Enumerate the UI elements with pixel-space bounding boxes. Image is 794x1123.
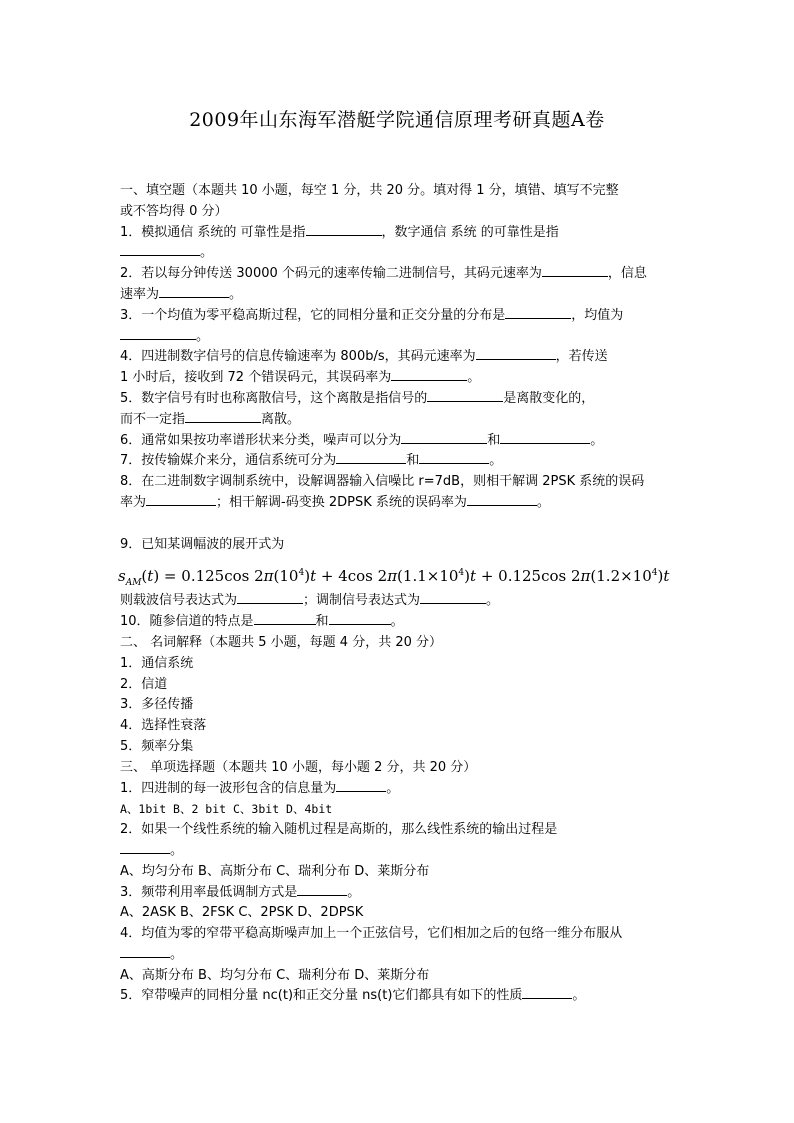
question-1: 1．模拟通信 系统的 可靠性是指 ，数字通信 系统 的可靠性是指 [120,224,559,240]
question-3: 3．一个均值为零平稳高斯过程，它的同相分量和正交分量的分布是 ，均值为 [120,307,624,323]
answer-blank [427,389,503,402]
answer-blank [146,493,216,506]
answer-blank [336,779,386,792]
answer-blank [505,306,571,319]
answer-blank [254,612,316,625]
question-7: 7．按传输媒介来分，通信系统可分为 和 。 [120,453,503,469]
answer-blank [120,841,170,854]
answer-blank [476,347,556,360]
answer-blank [329,612,391,625]
term-item: 5．频率分集 [120,738,194,754]
choice-question-3: 3．频带利用率最低调制方式是 。 [120,884,361,900]
question-3-cont: 。 [120,327,676,348]
section1-header: 一、填空题（本题共 10 小题，每空 1 分，共 20 分。填对得 1 分，填错、填写不完整 [120,183,619,198]
answer-blank [159,285,229,298]
section2-header: 二、 名词解释（本题共 5 小题，每题 4 分，共 20 分） [120,634,443,650]
choice-question-5: 5．窄带噪声的同相分量 nc(t)和正交分量 ns(t)它们都具有如下的性质 。 [120,988,586,1004]
question-1-cont: 。 [120,243,676,264]
choice-question-2: 2．如果一个线性系统的输入随机过程是高斯的，那么线性系统的输出过程是 [120,822,558,838]
term-item: 2．信道 [120,676,168,692]
page-title: 2009年山东海军潜艇学院通信原理考研真题A卷 [189,109,605,131]
question-4-cont: 1 小时后，接收到 72 个错误码元，其误码率为 。 [120,370,481,386]
answer-blank [237,591,303,604]
question-8: 8．在二进制数字调制系统中，设解调器输入信噪比 r=7dB，则相干解调 2PSK 系统的误码 [120,474,645,490]
question-9-cont: 则载波信号表达式为 ；调制信号表达式为 。 [120,593,500,609]
term-item: 4．选择性衰落 [120,718,207,734]
choice-options-2: A、均匀分布 B、高斯分布 C、瑞利分布 D、莱斯分布 [120,863,430,879]
question-5: 5．数字信号有时也称离散信号，这个离散是指信号的 是离散变化的， [120,390,595,406]
answer-blank [420,591,486,604]
answer-blank [306,223,382,236]
choice-question-1: 1．四进制的每一波形包含的信息量为 。 [120,780,400,796]
answer-blank [522,986,572,999]
answer-blank [500,431,590,444]
answer-blank [185,410,261,423]
answer-blank [297,883,347,896]
answer-blank [391,368,467,381]
choice-question-4: 4．均值为零的窄带平稳高斯噪声加上一个正弦信号，它们相加之后的包络一维分布服从 [120,926,623,942]
question-9: 9．已知某调幅波的展开式为 [120,536,285,552]
answer-blank [401,431,487,444]
answer-blank [336,451,406,464]
question-5-cont: 而不一定指 离散。 [120,411,301,427]
choice-options-3: A、2ASK B、2FSK C、2PSK D、2DPSK [120,905,364,921]
question-4: 4．四进制数字信号的信息传输速率为 800b/s，其码元速率为 ，若传送 [120,349,608,365]
question-2: 2．若以每分钟传送 30000 个码元的速率传输二进制信号，其码元速率为 ，信息 [120,266,647,282]
exam-content [120,181,676,1007]
choice-options-1: A、1bit B、2 bit C、3bit D、4bit [120,802,333,817]
choice-question-4-cont: 。 [120,945,676,966]
answer-blank [467,493,537,506]
section1-header-cont: 或不答均得 0 分） [120,203,228,219]
answer-blank [120,243,200,256]
am-wave-formula [118,555,676,591]
question-10: 10．随参信道的特点是 和 。 [120,614,404,630]
section3-header: 三、 单项选择题（本题共 10 小题，每小题 2 分，共 20 分） [120,759,477,775]
question-8-cont: 率为 ；相干解调-码变换 2DPSK 系统的误码率为 。 [120,494,550,510]
answer-blank [542,264,608,277]
answer-blank [419,451,489,464]
answer-blank [120,327,196,340]
answer-blank [120,945,170,958]
question-2-cont: 速率为 。 [120,286,243,302]
formula-rendered: $s_{AM}(t) = 0.125\cos$ $2\pi(10^4)t + 4\cos$ $2\pi(1.1\times 10^4)t + 0.125\cos$ $2\pi(1.2\times 10^4)t$ [118,567,670,589]
choice-question-2-cont: 。 [120,841,676,862]
question-6: 6．通常如果按功率谱形状来分类，噪声可以分为 和 。 [120,432,604,448]
term-item: 1．通信系统 [120,655,194,671]
term-item: 3．多径传播 [120,697,194,713]
choice-options-4: A、高斯分布 B、均匀分布 C、瑞利分布 D、莱斯分布 [120,967,430,983]
